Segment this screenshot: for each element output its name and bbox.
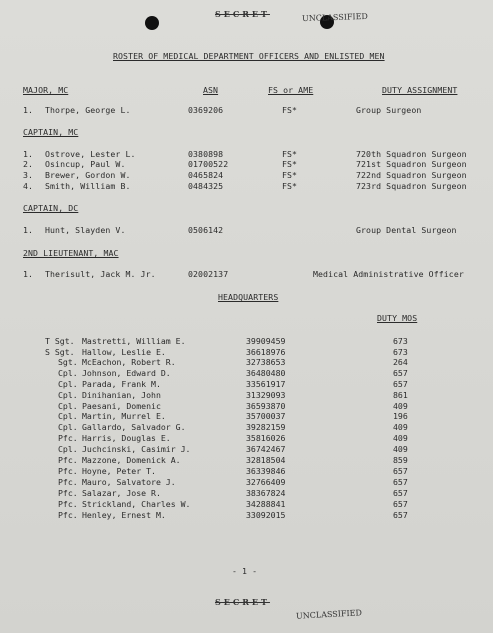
enlisted-name: Henley, Ernest M. bbox=[82, 510, 166, 520]
enlisted-serial: 33561917 bbox=[246, 379, 286, 389]
enlisted-rank: Pfc. bbox=[58, 499, 78, 509]
enlisted-name: Johnson, Edward D. bbox=[82, 368, 171, 378]
officer-asn: 0380898 bbox=[188, 149, 224, 159]
col-fs: FS or AME bbox=[268, 85, 314, 95]
officer-fs: FS* bbox=[282, 149, 298, 159]
enlisted-serial: 35816026 bbox=[246, 433, 286, 443]
officer-duty: Group Surgeon bbox=[356, 105, 422, 115]
table-row bbox=[0, 411, 493, 422]
enlisted-rank: Cpl. bbox=[58, 422, 78, 432]
stamp-unclassified-bottom: UNCLASSIFIED bbox=[295, 608, 363, 621]
enlisted-serial: 36593870 bbox=[246, 401, 286, 411]
enlisted-serial: 34288841 bbox=[246, 499, 286, 509]
row-num: 1. bbox=[23, 269, 34, 279]
officer-asn: 01700522 bbox=[188, 159, 229, 169]
enlisted-serial: 31329093 bbox=[246, 390, 286, 400]
enlisted-mos: 657 bbox=[393, 510, 408, 520]
stamp-unclassified-top: UNCLASSIFIED bbox=[301, 11, 369, 24]
table-row bbox=[0, 390, 493, 401]
section-headquarters: HEADQUARTERS bbox=[218, 292, 279, 302]
table-row bbox=[0, 477, 493, 488]
enlisted-rank: S Sgt. bbox=[45, 347, 75, 357]
officer-duty: 722nd Squadron Surgeon bbox=[356, 170, 467, 180]
col-rank-major: MAJOR, MC bbox=[23, 85, 69, 95]
officer-name: Osincup, Paul W. bbox=[45, 159, 126, 169]
enlisted-serial: 36339846 bbox=[246, 466, 286, 476]
officer-duty: Medical Administrative Officer bbox=[313, 269, 464, 279]
enlisted-rank: Pfc. bbox=[58, 477, 78, 487]
enlisted-name: Juchcinski, Casimir J. bbox=[82, 444, 191, 454]
enlisted-rank: Pfc. bbox=[58, 510, 78, 520]
table-row bbox=[0, 379, 493, 390]
table-row bbox=[0, 444, 493, 455]
enlisted-name: Gallardo, Salvador G. bbox=[82, 422, 186, 432]
officer-fs: FS* bbox=[282, 105, 298, 115]
enlisted-name: Parada, Frank M. bbox=[82, 379, 161, 389]
punch-hole-left bbox=[145, 16, 159, 30]
enlisted-mos: 673 bbox=[393, 336, 408, 346]
table-row bbox=[0, 422, 493, 433]
row-num: 1. bbox=[23, 225, 34, 235]
page-number: - 1 - bbox=[232, 566, 258, 576]
officer-asn: 02002137 bbox=[188, 269, 229, 279]
enlisted-name: Dinihanian, John bbox=[82, 390, 161, 400]
section-captain-mc: CAPTAIN, MC bbox=[23, 127, 79, 137]
officer-asn: 0465824 bbox=[188, 170, 224, 180]
officer-duty: Group Dental Surgeon bbox=[356, 225, 457, 235]
enlisted-rank: Pfc. bbox=[58, 466, 78, 476]
officer-name: Therisult, Jack M. Jr. bbox=[45, 269, 156, 279]
officer-asn: 0369206 bbox=[188, 105, 224, 115]
officer-asn: 0484325 bbox=[188, 181, 224, 191]
enlisted-name: Paesani, Domenic bbox=[82, 401, 161, 411]
col-duty-mos: DUTY MOS bbox=[377, 313, 418, 323]
officer-name: Thorpe, George L. bbox=[45, 105, 131, 115]
enlisted-mos: 196 bbox=[393, 411, 408, 421]
enlisted-name: Mauro, Salvatore J. bbox=[82, 477, 176, 487]
officer-name: Hunt, Slayden V. bbox=[45, 225, 126, 235]
col-duty: DUTY ASSIGNMENT bbox=[382, 85, 458, 95]
row-num: 1. bbox=[23, 105, 34, 115]
section-captain-dc: CAPTAIN, DC bbox=[23, 203, 79, 213]
enlisted-serial: 33092015 bbox=[246, 510, 286, 520]
enlisted-rank: Sgt. bbox=[58, 357, 78, 367]
row-num: 4. bbox=[23, 181, 34, 191]
enlisted-serial: 32818504 bbox=[246, 455, 286, 465]
table-row bbox=[0, 499, 493, 510]
enlisted-serial: 36742467 bbox=[246, 444, 286, 454]
enlisted-mos: 409 bbox=[393, 444, 408, 454]
table-row bbox=[0, 336, 493, 347]
enlisted-serial: 32766409 bbox=[246, 477, 286, 487]
officer-fs: FS* bbox=[282, 181, 298, 191]
table-row bbox=[0, 466, 493, 477]
table-row bbox=[0, 488, 493, 499]
officer-duty: 723rd Squadron Surgeon bbox=[356, 181, 467, 191]
row-num: 2. bbox=[23, 159, 34, 169]
enlisted-mos: 861 bbox=[393, 390, 408, 400]
table-row bbox=[0, 455, 493, 466]
row-num: 1. bbox=[23, 149, 34, 159]
enlisted-mos: 657 bbox=[393, 499, 408, 509]
table-row bbox=[0, 433, 493, 444]
enlisted-mos: 264 bbox=[393, 357, 408, 367]
table-row bbox=[0, 368, 493, 379]
enlisted-rank: Cpl. bbox=[58, 390, 78, 400]
enlisted-rank: Pfc. bbox=[58, 433, 78, 443]
enlisted-serial: 32738653 bbox=[246, 357, 286, 367]
enlisted-rank: Cpl. bbox=[58, 401, 78, 411]
document-title: ROSTER OF MEDICAL DEPARTMENT OFFICERS AND ENLISTED MEN bbox=[113, 51, 385, 61]
enlisted-rank: Pfc. bbox=[58, 488, 78, 498]
enlisted-serial: 36480480 bbox=[246, 368, 286, 378]
enlisted-name: Harris, Douglas E. bbox=[82, 433, 171, 443]
enlisted-rank: Cpl. bbox=[58, 368, 78, 378]
enlisted-name: Mazzone, Domenick A. bbox=[82, 455, 181, 465]
stamp-secret-top: SECRET bbox=[215, 9, 270, 19]
enlisted-name: Hoyne, Peter T. bbox=[82, 466, 156, 476]
enlisted-mos: 859 bbox=[393, 455, 408, 465]
enlisted-rank: Pfc. bbox=[58, 455, 78, 465]
enlisted-name: Salazar, Jose R. bbox=[82, 488, 161, 498]
enlisted-mos: 657 bbox=[393, 488, 408, 498]
enlisted-mos: 673 bbox=[393, 347, 408, 357]
row-num: 3. bbox=[23, 170, 34, 180]
enlisted-mos: 657 bbox=[393, 477, 408, 487]
officer-name: Brewer, Gordon W. bbox=[45, 170, 131, 180]
enlisted-serial: 35700037 bbox=[246, 411, 286, 421]
officer-duty: 720th Squadron Surgeon bbox=[356, 149, 467, 159]
enlisted-rank: Cpl. bbox=[58, 444, 78, 454]
stamp-secret-bottom: SECRET bbox=[215, 597, 270, 607]
enlisted-serial: 36618976 bbox=[246, 347, 286, 357]
table-row bbox=[0, 510, 493, 521]
enlisted-name: Strickland, Charles W. bbox=[82, 499, 191, 509]
enlisted-mos: 657 bbox=[393, 368, 408, 378]
enlisted-name: Mastretti, William E. bbox=[82, 336, 186, 346]
officer-fs: FS* bbox=[282, 170, 298, 180]
enlisted-mos: 657 bbox=[393, 466, 408, 476]
section-2nd-lieutenant-mac: 2ND LIEUTENANT, MAC bbox=[23, 248, 119, 258]
officer-name: Smith, William B. bbox=[45, 181, 131, 191]
table-row bbox=[0, 357, 493, 368]
enlisted-serial: 39909459 bbox=[246, 336, 286, 346]
enlisted-mos: 657 bbox=[393, 379, 408, 389]
officer-asn: 0506142 bbox=[188, 225, 224, 235]
enlisted-name: Hallow, Leslie E. bbox=[82, 347, 166, 357]
enlisted-serial: 39282159 bbox=[246, 422, 286, 432]
officer-duty: 721st Squadron Surgeon bbox=[356, 159, 467, 169]
enlisted-name: Martin, Murrel E. bbox=[82, 411, 166, 421]
enlisted-rank: Cpl. bbox=[58, 411, 78, 421]
enlisted-rank: Cpl. bbox=[58, 379, 78, 389]
enlisted-rank: T Sgt. bbox=[45, 336, 75, 346]
enlisted-serial: 38367824 bbox=[246, 488, 286, 498]
enlisted-mos: 409 bbox=[393, 401, 408, 411]
enlisted-mos: 409 bbox=[393, 433, 408, 443]
enlisted-name: McEachon, Robert R. bbox=[82, 357, 176, 367]
officer-fs: FS* bbox=[282, 159, 298, 169]
enlisted-mos: 409 bbox=[393, 422, 408, 432]
officer-name: Ostrove, Lester L. bbox=[45, 149, 136, 159]
col-asn: ASN bbox=[203, 85, 219, 95]
